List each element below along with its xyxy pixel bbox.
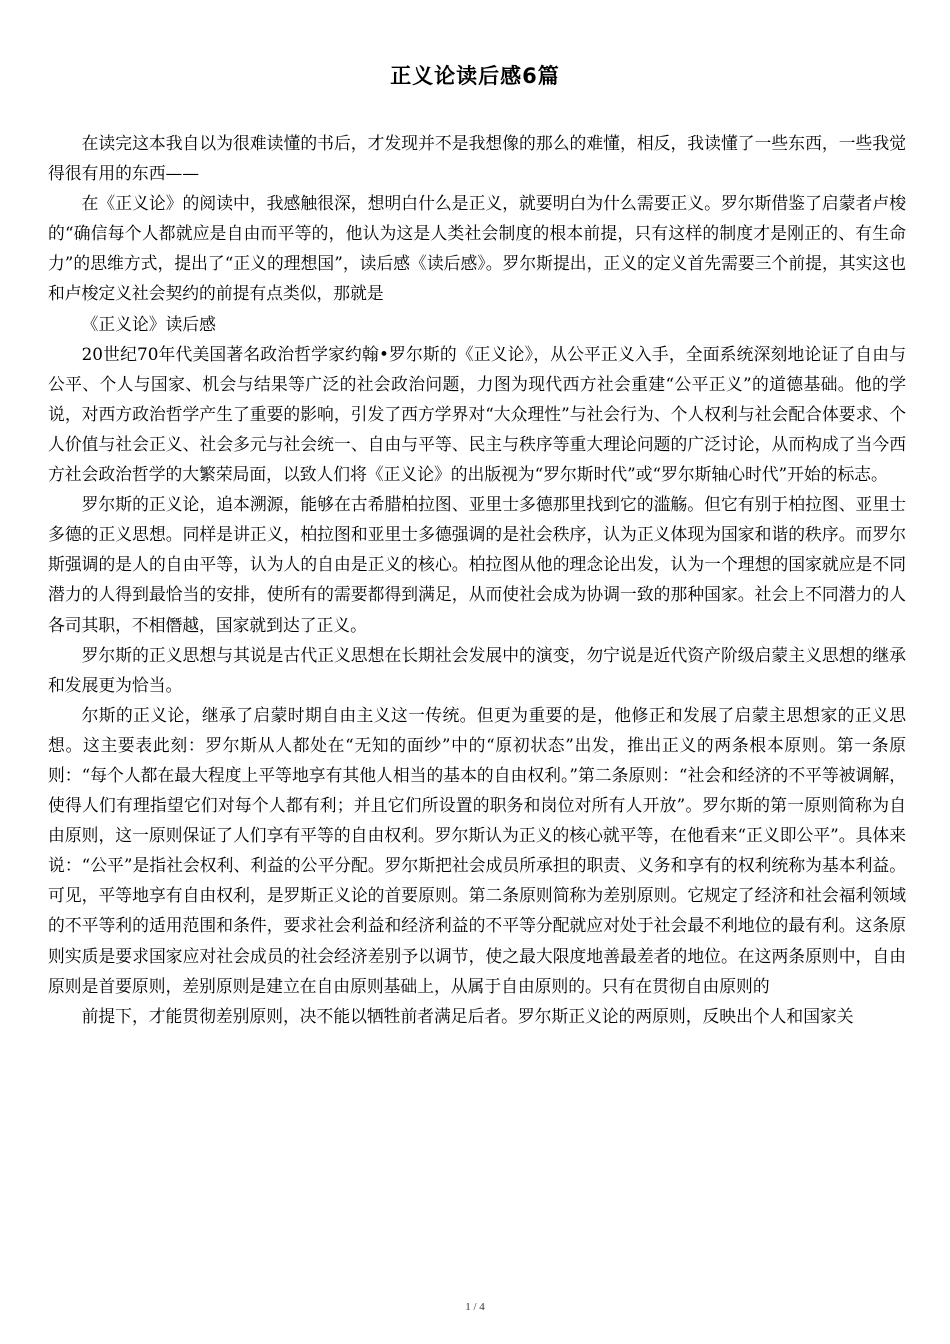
paragraph: 在《正义论》的阅读中，我感触很深，想明白什么是正义，就要明白为什么需要正义。罗尔斯借鉴了启蒙者卢梭的“确信每个人都就应是自由而平等的，他认为这是人类社会制度的根本前提，只有这样的制度才是刚正的、有生命力”的思维方式，提出了“正义的理想国”，读后感《读后感》。罗尔斯提出，正义的定义首先需要三个前提，其实这也和卢梭定义社会契约的前提有点类似，那就是 (48, 193, 906, 304)
paragraph: 前提下，才能贯彻差别原则，决不能以牺牲前者满足后者。罗尔斯正义论的两原则，反映出个人和国家关 (81, 1005, 854, 1026)
paragraph: 尔斯的正义论，继承了启蒙时期自由主义这一传统。但更为重要的是，他修正和发展了启蒙主思想家的正义思想。这主要表此刻：罗尔斯从人都处在“无知的面纱”中的“原初状态”出发，推出正义的两条根本原则。第一条原则：“每个人都在最大程度上平等地享有其他人相当的基本的自由权利。”第二条原则：“社会和经济的不平等被调解，使得人们有理指望它们对每个人都有利；并且它们所设置的职务和岗位对所有人开放”。罗尔斯的第一原则简称为自由原则，这一原则保证了人们享有平等的自由权利。罗尔斯认为正义的核心就平等，在他看来“正义即公平”。具体来说：“公平”是指社会权利、利益的公平分配。罗尔斯把社会成员所承担的职责、义务和享有的权利统称为基本利益。可见，平等地享有自由权利，是罗斯正义论的首要原则。第二条原则简称为差别原则。它规定了经济和社会福利领域的不平等利的适用范围和条件，要求社会利益和经济利益的不平等分配就应对处于社会最不利地位的最有利。这条原则实质是要求国家应对社会成员的社会经济差别予以调节，使之最大限度地善最差者的地位。在这两条原则中，自由原则是首要原则，差别原则是建立在自由原则基础上，从属于自由原则的。只有在贯彻自由原则的 (48, 704, 906, 996)
paragraph: 罗尔斯的正义论，追本溯源，能够在古希腊柏拉图、亚里士多德那里找到它的滥觞。但它有别于柏拉图、亚里士多德的正义思想。同样是讲正义，柏拉图和亚里士多德强调的是社会秩序，认为正义体现为国家和谐的秩序。而罗尔斯强调的是人的自由平等，认为人的自由是正义的核心。柏拉图从他的理念论出发，认为一个理想的国家就应是不同潜力的人得到最恰当的安排，使所有的需要都得到满足，从而使社会成为协调一致的那种国家。社会上不同潜力的人各司其职，不相僭越，国家就到达了正义。 (48, 494, 906, 635)
paragraph: 20世纪70年代美国著名政治哲学家约翰•罗尔斯的《正义论》，从公平正义入手，全面系统深刻地论证了自由与公平、个人与国家、机会与结果等广泛的社会政治问题，力图为现代西方社会重建“公平正义”的道德基础。他的学说，对西方政治哲学产生了重要的影响，引发了西方学界对“大众理性”与社会行为、个人权利与社会配合体要求、个人价值与社会正义、社会多元与社会统一、自由与平等、民主与秩序等重大理论问题的广泛讨论，从而构成了当今西方社会政治哲学的大繁荣局面，以致人们将《正义论》的出版视为“罗尔斯时代”或“罗尔斯轴心时代”开始的标志。 (48, 343, 906, 485)
page-number: 1 / 4 (465, 1301, 485, 1313)
document-title: 正义论读后感6篇 (390, 64, 560, 88)
paragraph: 在读完这本我自以为很难读懂的书后，才发现并不是我想像的那么的难懂，相反，我读懂了一些东西，一些我觉得很有用的东西—— (48, 133, 906, 184)
paragraph: 《正义论》读后感 (81, 313, 216, 334)
paragraph: 罗尔斯的正义思想与其说是古代正义思想在长期社会发展中的演变，勿宁说是近代资产阶级启蒙主义思想的继承和发展更为恰当。 (48, 644, 906, 695)
document-body (48, 128, 906, 1031)
